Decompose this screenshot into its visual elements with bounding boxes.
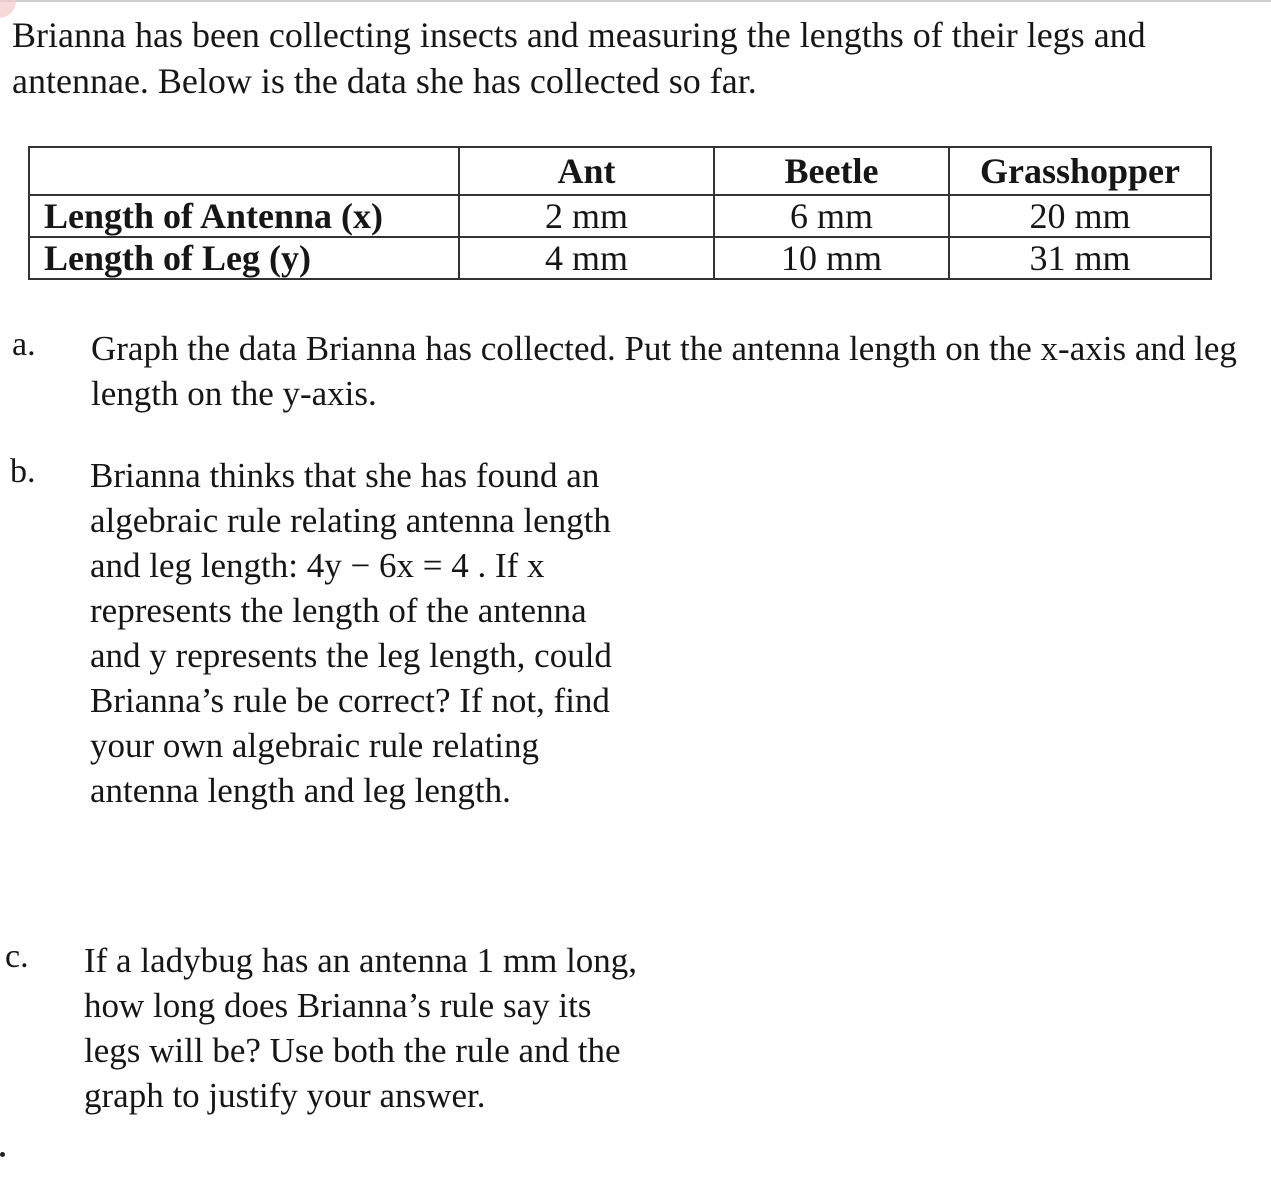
table-row <box>29 195 1211 237</box>
question-c-label: c. <box>5 938 29 975</box>
table-row <box>29 237 1211 279</box>
table-corner-cell <box>29 147 459 195</box>
cell-beetle-leg: 10 mm <box>714 237 949 279</box>
cell-ant-leg: 4 mm <box>459 237 714 279</box>
header-grasshopper: Grasshopper <box>949 147 1211 195</box>
question-c-text: If a ladybug has an antenna 1 mm long, how long does Brianna’s rule say its legs will be? Use both the rule and the graph to justify your answer. <box>84 941 638 1115</box>
cell-grasshopper-antenna: 20 mm <box>949 195 1211 237</box>
question-b-text: Brianna thinks that she has found an algebraic rule relating antenna length and leg length: 4y − 6x = 4 . If x represents the length of the antenna and y represents the leg length, could Brianna’s rule be correct? If not, find your own algebraic rule relating antenna length and leg length. <box>90 456 612 810</box>
row-label-antenna: Length of Antenna (x) <box>29 195 459 237</box>
cell-grasshopper-leg: 31 mm <box>949 237 1211 279</box>
scan-smudge <box>0 1152 5 1157</box>
cell-ant-antenna: 2 mm <box>459 195 714 237</box>
question-a-label: a. <box>12 326 36 363</box>
header-ant: Ant <box>459 147 714 195</box>
page-top-edge <box>0 0 1271 2</box>
header-beetle: Beetle <box>714 147 949 195</box>
row-label-leg: Length of Leg (y) <box>29 237 459 279</box>
intro-paragraph: Brianna has been collecting insects and measuring the lengths of their legs and antennae. Below is the data she has collected so far. <box>12 15 1146 101</box>
insect-data-table <box>28 146 1212 280</box>
question-b-label: b. <box>10 453 36 490</box>
cell-beetle-antenna: 6 mm <box>714 195 949 237</box>
table-header-row <box>29 147 1211 195</box>
question-a-text: Graph the data Brianna has collected. Put the antenna length on the x-axis and leg length on the y-axis. <box>91 329 1237 413</box>
